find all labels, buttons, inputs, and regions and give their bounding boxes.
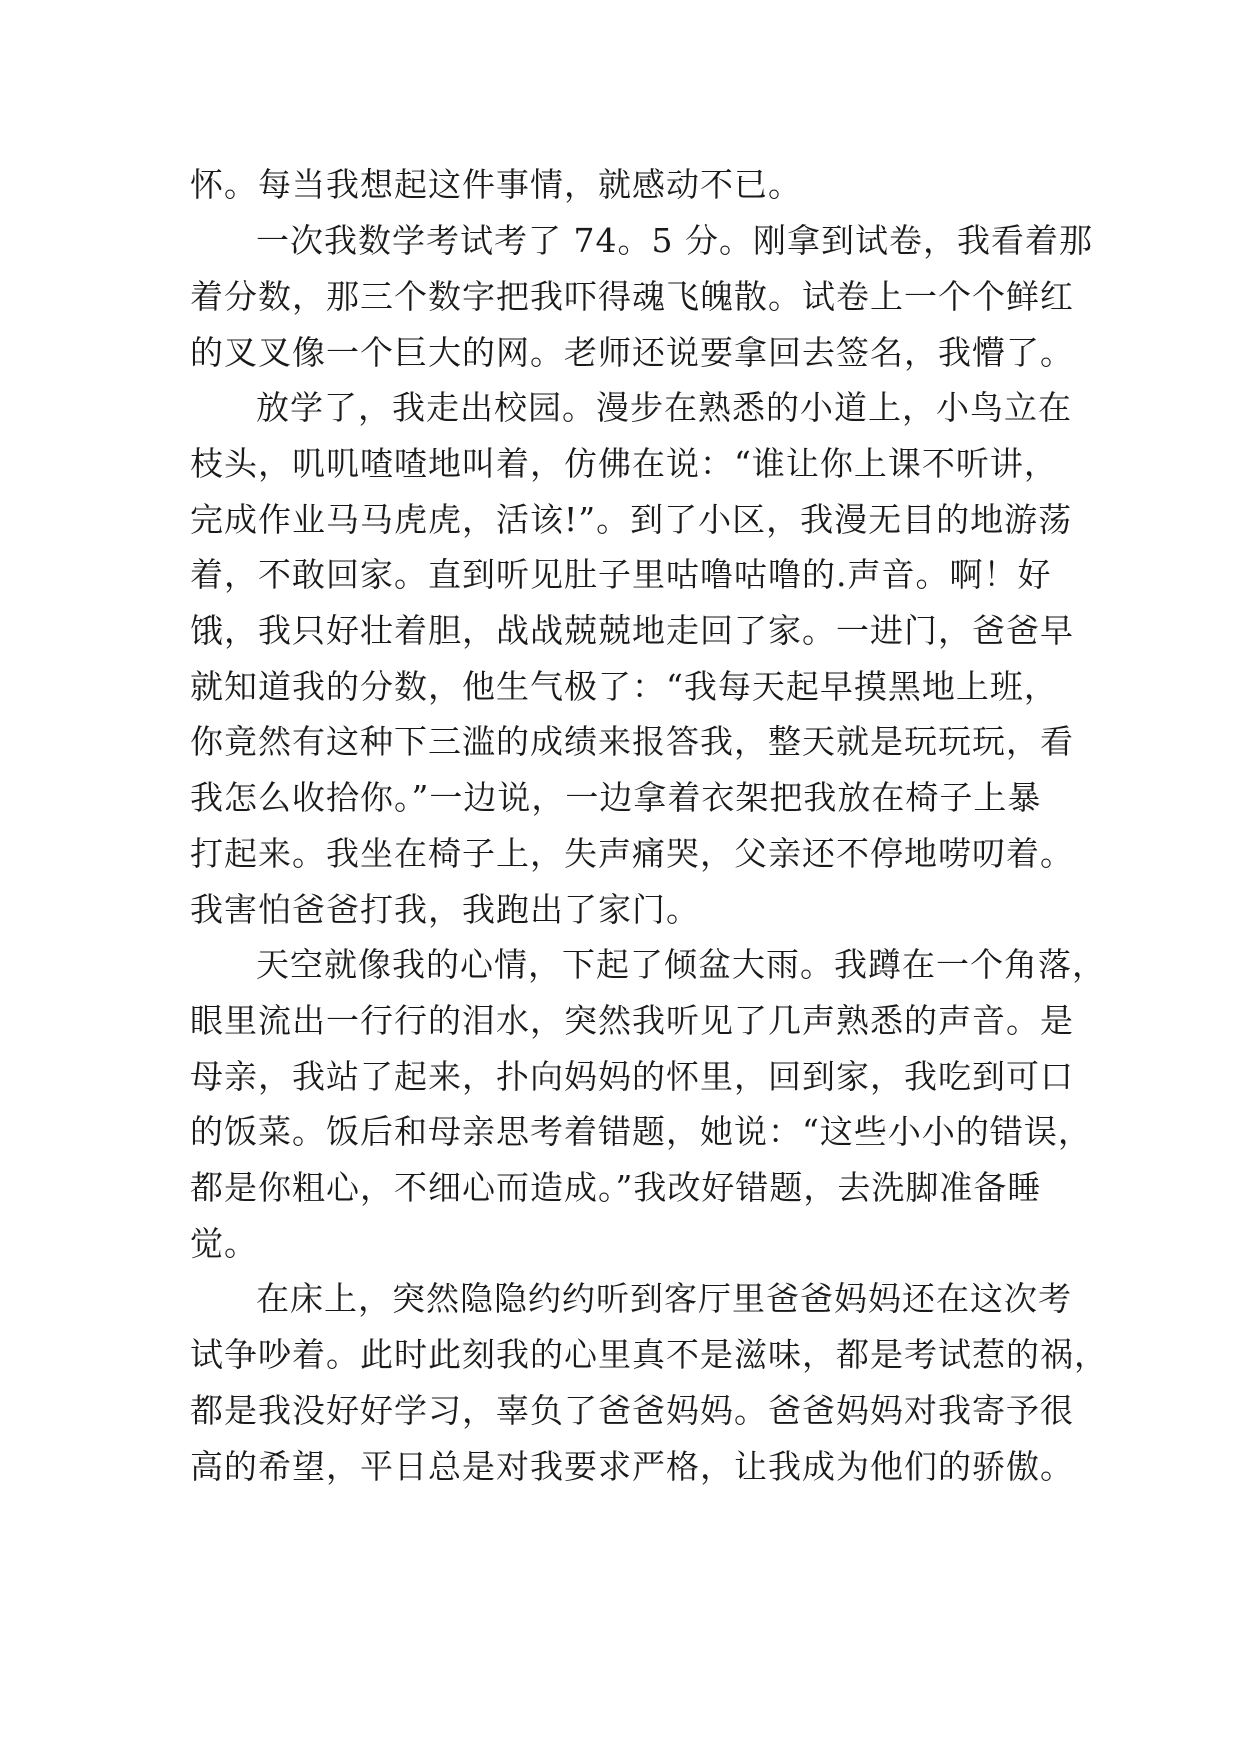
- text-line: 怀。每当我想起这件事情，就感动不已。: [190, 165, 802, 204]
- text-line: 试争吵着。此时此刻我的心里真不是滋味，都是考试惹的祸，: [190, 1335, 1108, 1374]
- text-line: 你竟然有这种下三滥的成绩来报答我，整天就是玩玩玩，看: [190, 722, 1074, 761]
- text-line: 高的希望，平日总是对我要求严格，让我成为他们的骄傲。: [190, 1447, 1074, 1486]
- text-line: 眼里流出一行行的泪水，突然我听见了几声熟悉的声音。是: [190, 1001, 1074, 1040]
- text-line: 着分数，那三个数字把我吓得魂飞魄散。试卷上一个个鲜红: [190, 277, 1074, 316]
- text-line: 都是我没好好学习，辜负了爸爸妈妈。爸爸妈妈对我寄予很: [190, 1391, 1074, 1430]
- text-line: 枝头，叽叽喳喳地叫着，仿佛在说：“谁让你上课不听讲，: [190, 444, 1058, 483]
- text-line: 完成作业马马虎虎，活该!”。到了小区，我漫无目的地游荡: [190, 500, 1073, 539]
- paragraph-start-line: 在床上，突然隐隐约约听到客厅里爸爸妈妈还在这次考: [256, 1279, 1072, 1318]
- text-line: 着，不敢回家。直到听见肚子里咕噜咕噜的.声音。啊！好: [190, 555, 1052, 594]
- text-line: 觉。: [190, 1224, 258, 1263]
- text-line: 打起来。我坐在椅子上，失声痛哭，父亲还不停地唠叨着。: [190, 834, 1074, 873]
- paragraph-start-line: 天空就像我的心情，下起了倾盆大雨。我蹲在一个角落，: [256, 945, 1106, 984]
- text-line: 母亲，我站了起来，扑向妈妈的怀里，回到家，我吃到可口: [190, 1057, 1074, 1096]
- text-line: 我怎么收拾你。”一边说，一边拿着衣架把我放在椅子上暴: [190, 778, 1042, 817]
- text-line: 的饭菜。饭后和母亲思考着错题，她说：“这些小小的错误，: [190, 1112, 1092, 1151]
- text-line: 饿，我只好壮着胆，战战兢兢地走回了家。一进门，爸爸早: [190, 611, 1074, 650]
- text-line: 的叉叉像一个巨大的网。老师还说要拿回去签名，我懵了。: [190, 333, 1074, 372]
- text-line: 我害怕爸爸打我，我跑出了家门。: [190, 890, 700, 929]
- text-line: 都是你粗心，不细心而造成。”我改好错题，去洗脚准备睡: [190, 1168, 1042, 1207]
- paragraph-start-line: 一次我数学考试考了 74。5 分。刚拿到试卷，我看着那: [256, 221, 1093, 260]
- text-line: 就知道我的分数，他生气极了：“我每天起早摸黑地上班，: [190, 667, 1058, 706]
- paragraph-start-line: 放学了，我走出校园。漫步在熟悉的小道上，小鸟立在: [256, 388, 1072, 427]
